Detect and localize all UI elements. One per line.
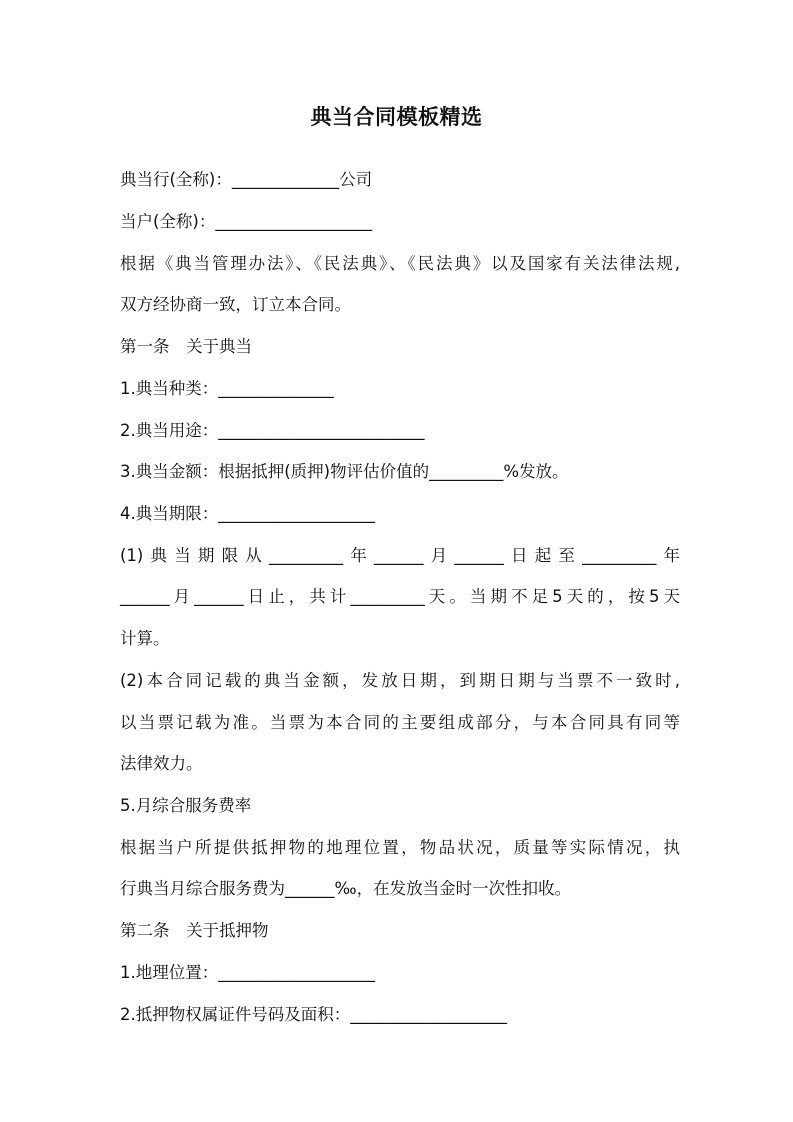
service-fee-heading: 5.月综合服务费率 — [120, 796, 252, 815]
preamble-line-1: 根据《典当管理办法》、《民法典》、《民法典》以及国家有关法律法规, — [120, 254, 680, 273]
term-clause-2-line-1: (2)本合同记载的典当金额，发放日期，到期日期与当票不一致时, — [120, 671, 680, 690]
term-clause-2-line-2: 以当票记载为准。当票为本合同的主要组成部分，与本合同具有同等 — [120, 713, 680, 732]
pawn-amount-line: 3.典当金额：根据抵押(质押)物评估价值的_________%发放。 — [120, 462, 569, 481]
service-fee-line-1: 根据当户所提供抵押物的地理位置，物品状况，质量等实际情况，执 — [120, 838, 680, 857]
term-clause-1-line-2: ______月______日止，共计_________天。当期不足5天的，按5天 — [120, 587, 680, 606]
preamble-line-2: 双方经协商一致，订立本合同。 — [120, 295, 351, 314]
pawn-type-line: 1.典当种类：______________ — [120, 379, 334, 398]
certificate-line: 2.抵押物权属证件号码及面积：___________________ — [120, 1005, 507, 1024]
pawn-purpose-line: 2.典当用途：_________________________ — [120, 421, 425, 440]
service-fee-line-2: 行典当月综合服务费为______‰，在发放当金时一次性扣收。 — [120, 879, 572, 898]
location-line: 1.地理位置：___________________ — [120, 963, 375, 982]
term-clause-1-line-1: (1)典当期限从_________年______月______日起至_________年 — [120, 546, 680, 565]
article-2-heading: 第二条 关于抵押物 — [120, 921, 269, 940]
term-clause-1-line-3: 计算。 — [120, 629, 170, 648]
pawnshop-name-line: 典当行(全称)：_____________公司 — [120, 170, 373, 189]
pawner-name-line: 当户(全称)：___________________ — [120, 212, 373, 231]
document-title: 典当合同模板精选 — [310, 105, 483, 129]
term-clause-2-line-3: 法律效力。 — [120, 754, 203, 773]
article-1-heading: 第一条 关于典当 — [120, 337, 252, 356]
pawn-term-line: 4.典当期限：___________________ — [120, 504, 375, 523]
